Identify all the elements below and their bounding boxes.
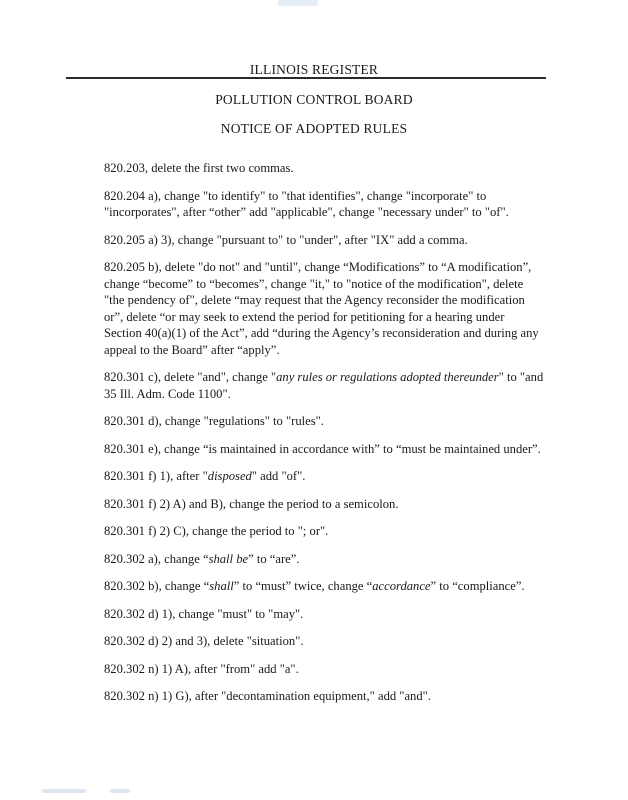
register-header: ILLINOIS REGISTER: [249, 62, 379, 77]
paragraph-text: 820.302 n) 1) G), after "decontamination equipment," add "and".: [104, 689, 431, 703]
amendment-paragraph: [104, 160, 544, 177]
amendment-paragraph: [104, 496, 544, 513]
amendment-paragraph: [104, 688, 544, 705]
paragraph-text: 820.203, delete the first two commas.: [104, 161, 294, 175]
paragraph-text: " add "of".: [251, 469, 306, 483]
paragraph-text: ” to “compliance”.: [430, 579, 525, 593]
quoted-italic-text: any rules or regulations adopted thereunder: [276, 370, 499, 384]
amendment-paragraph: [104, 441, 544, 458]
amendment-paragraph: [104, 232, 544, 249]
quoted-italic-text: shall be: [208, 551, 249, 566]
paragraph-text: 820.302 a), change “: [104, 551, 209, 566]
scan-artifact-top: [278, 0, 318, 6]
amendment-paragraph: [104, 468, 544, 485]
quoted-italic-text: shall: [209, 579, 234, 593]
paragraph-text: 820.205 a) 3), change "pursuant to" to "under", after "IX" add a comma.: [104, 232, 468, 247]
amendment-list: [104, 160, 544, 716]
paragraph-text: 820.302 n) 1) A), after "from" add "a".: [104, 661, 299, 676]
paragraph-text: ” to “must” twice, change “: [233, 579, 373, 593]
paragraph-text: 820.301 f) 2) A) and B), change the period to a semicolon.: [104, 496, 399, 511]
quoted-italic-text: disposed: [207, 469, 252, 483]
paragraph-text: 820.301 f) 1), after ": [104, 469, 208, 483]
amendment-paragraph: [104, 259, 544, 358]
amendment-paragraph: [104, 551, 544, 568]
scan-artifact-bottom: [42, 789, 86, 793]
amendment-paragraph: [104, 523, 544, 540]
amendment-paragraph: [104, 633, 544, 650]
paragraph-text: 820.301 d), change "regulations" to "rules".: [104, 414, 324, 428]
amendment-paragraph: [104, 606, 544, 623]
quoted-italic-text: accordance: [372, 579, 431, 593]
paragraph-text: 820.301 c), delete "and", change ": [104, 370, 277, 384]
board-name: POLLUTION CONTROL BOARD: [215, 92, 413, 107]
paragraph-text: 820.301 f) 2) C), change the period to "; or".: [104, 524, 329, 538]
amendment-paragraph: [104, 369, 544, 402]
paragraph-text: " to "and 35 Ill. Adm. Code 1100".: [104, 370, 544, 401]
amendment-paragraph: [104, 188, 544, 221]
paragraph-text: 820.302 d) 1), change "must" to "may".: [104, 606, 304, 621]
amendment-paragraph: [104, 578, 544, 595]
amendment-paragraph: [104, 661, 544, 678]
paragraph-text: 820.204 a), change "to identify" to "that identifies", change "incorporate" to "incorporates", after “other” add "applicable", change "necessary under" to "of".: [104, 188, 509, 219]
paragraph-text: ” to “are”.: [248, 551, 300, 566]
amendment-paragraph: [104, 413, 544, 430]
paragraph-text: 820.302 b), change “: [104, 579, 210, 593]
scan-artifact-bottom: [110, 789, 130, 793]
paragraph-text: 820.301 e), change “is maintained in accordance with” to “must be maintained under”.: [104, 441, 541, 456]
header-divider: [66, 77, 546, 79]
paragraph-text: 820.205 b), delete "do not" and "until", change “Modifications” to “A modification”, change “become” to “becomes”, change "it," to "notice of the modification", delete "the pendency of", delete “may request that the Agency reconsider the modification or”, delete “or may seek to extend the period for petitioning for a hearing under Section 40(a)(1) of the Act”, add “during the Agency’s reconsideration and during any appeal to the Board” after “apply”.: [104, 260, 539, 357]
notice-title: NOTICE OF ADOPTED RULES: [220, 121, 408, 136]
paragraph-text: 820.302 d) 2) and 3), delete "situation".: [104, 634, 304, 648]
